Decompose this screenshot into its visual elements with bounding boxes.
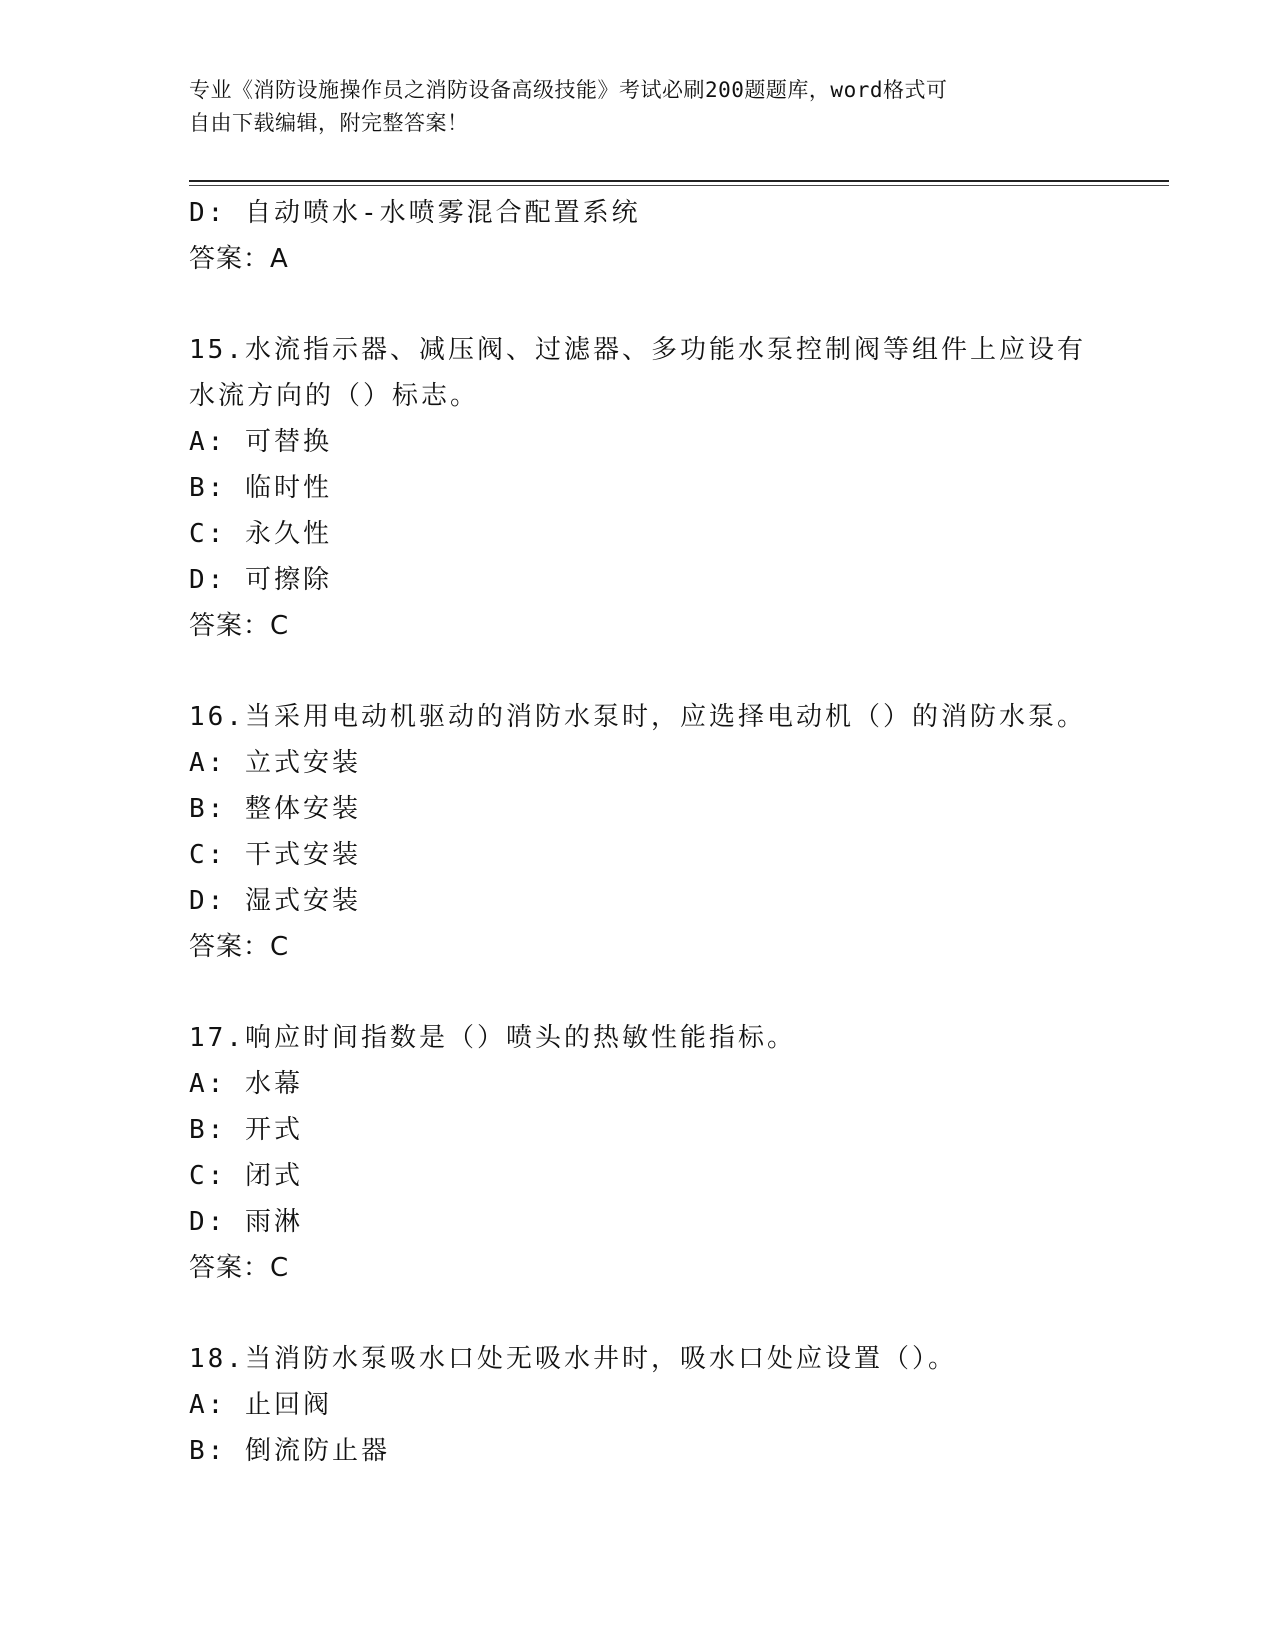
answer: 答案：C [189, 932, 290, 962]
answer: 答案：A [189, 244, 289, 274]
question-17 [189, 1015, 1089, 1291]
header-line-2: 自由下载编辑，附完整答案！ [189, 111, 469, 135]
question-stem-continued: 水流方向的（）标志。 [189, 381, 480, 411]
question-content [189, 190, 1089, 1474]
option-b: B: 整体安装 [189, 794, 361, 824]
option-a: A: 水幕 [189, 1069, 303, 1099]
option-d: D: 自动喷水-水喷雾混合配置系统 [189, 198, 641, 228]
header-divider-thin [189, 185, 1169, 186]
document-header [189, 74, 1069, 140]
option-b: B: 倒流防止器 [189, 1436, 390, 1466]
header-divider-thick [189, 180, 1169, 182]
option-c: C: 闭式 [189, 1161, 303, 1191]
option-d: D: 湿式安装 [189, 886, 361, 916]
option-d: D: 可擦除 [189, 565, 332, 595]
question-18 [189, 1336, 1089, 1474]
question-15 [189, 327, 1089, 649]
option-d: D: 雨淋 [189, 1207, 303, 1237]
option-a: A: 止回阀 [189, 1390, 332, 1420]
question-stem: 15.水流指示器、减压阀、过滤器、多功能水泵控制阀等组件上应设有 [189, 335, 1086, 365]
question-16 [189, 694, 1089, 970]
option-a: A: 立式安装 [189, 748, 361, 778]
answer: 答案：C [189, 1253, 290, 1283]
option-b: B: 临时性 [189, 473, 332, 503]
question-stem: 18.当消防水泵吸水口处无吸水井时，吸水口处应设置（）。 [189, 1344, 957, 1374]
option-c: C: 干式安装 [189, 840, 361, 870]
question-stem: 17.响应时间指数是（）喷头的热敏性能指标。 [189, 1023, 796, 1053]
question-stem: 16.当采用电动机驱动的消防水泵时，应选择电动机（）的消防水泵。 [189, 702, 1086, 732]
option-a: A: 可替换 [189, 427, 332, 457]
option-b: B: 开式 [189, 1115, 303, 1145]
answer: 答案：C [189, 611, 290, 641]
header-line-1: 专业《消防设施操作员之消防设备高级技能》考试必刷200题题库，word格式可 [189, 78, 948, 102]
option-c: C: 永久性 [189, 519, 332, 549]
question-14-tail [189, 190, 1089, 282]
